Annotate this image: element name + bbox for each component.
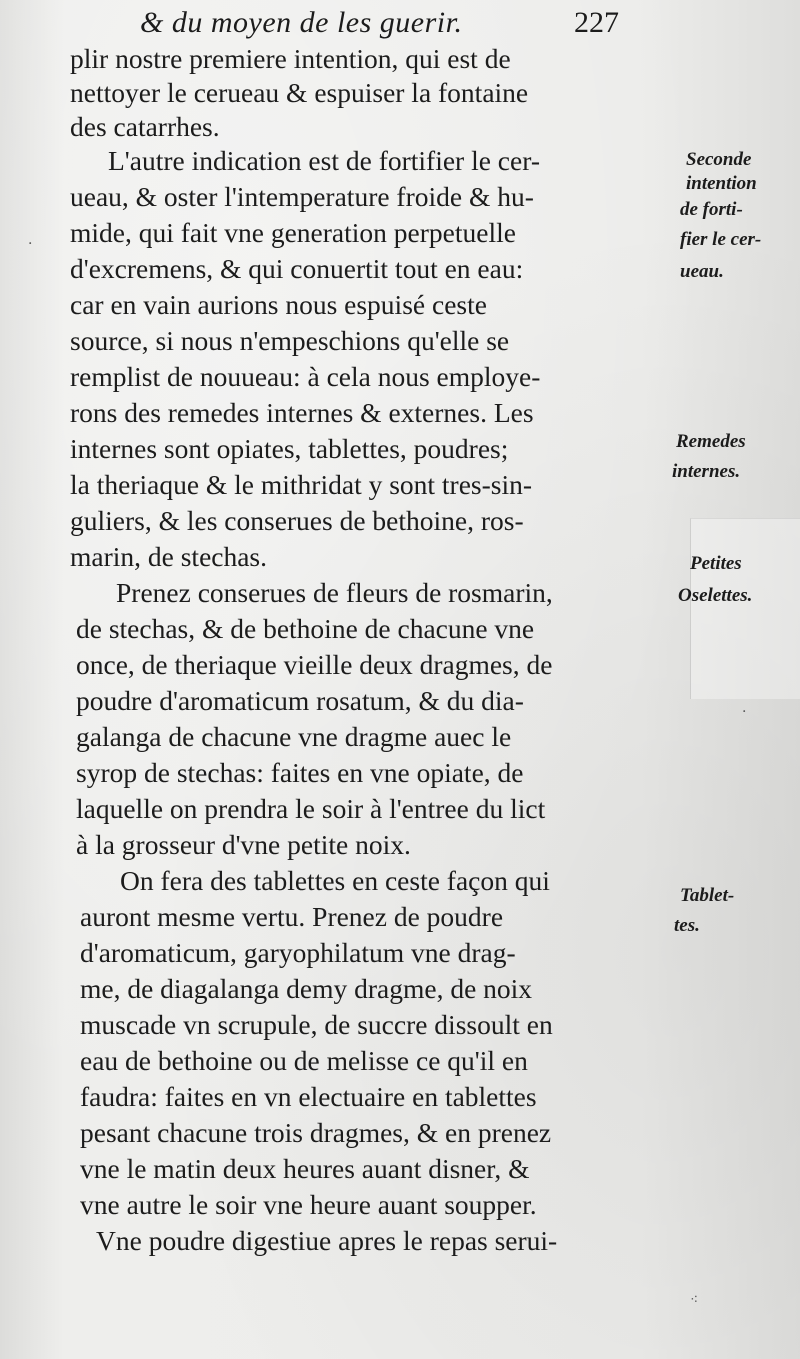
text-line: remplist de nouueau: à cela nous employe- <box>70 361 541 392</box>
text-line: vne autre le soir vne heure auant soupper. <box>80 1189 537 1220</box>
margin-note: intention <box>686 173 757 194</box>
margin-note: ueau. <box>680 261 724 282</box>
text-line: laquelle on prendra le soir à l'entree du lict <box>76 793 546 824</box>
text-line: des catarrhes. <box>70 111 220 142</box>
text-line: galanga de chacune vne dragme auec le <box>76 721 512 752</box>
ink-speck: · <box>742 704 747 720</box>
ink-speck: ⁖ <box>690 1292 699 1308</box>
text-line: internes sont opiates, tablettes, poudres; <box>70 433 509 464</box>
text-line: de stechas, & de bethoine de chacune vne <box>76 613 535 644</box>
text-line: faudra: faites en vn electuaire en tablettes <box>80 1081 537 1112</box>
text-line: muscade vn scrupule, de succre dissoult en <box>80 1009 553 1040</box>
text-line: mide, qui fait vne generation perpetuelle <box>70 217 516 248</box>
margin-note: Oselettes. <box>678 585 753 606</box>
text-line: Prenez conserues de fleurs de rosmarin, <box>116 577 553 608</box>
running-title: & du moyen de les guerir. <box>140 6 463 39</box>
text-line: marin, de stechas. <box>70 541 268 572</box>
text-line: la theriaque & le mithridat y sont tres-sin- <box>70 469 533 500</box>
text-line: L'autre indication est de fortifier le cer- <box>108 145 540 176</box>
text-line: ueau, & oster l'intemperature froide & hu- <box>70 181 534 212</box>
margin-note: Seconde <box>686 149 752 170</box>
text-line: car en vain aurions nous espuisé ceste <box>70 289 487 320</box>
text-line: auront mesme vertu. Prenez de poudre <box>80 901 504 932</box>
text-line: guliers, & les conserues de bethoine, ros- <box>70 505 524 536</box>
text-line: nettoyer le cerueau & espuiser la fontaine <box>70 77 529 108</box>
margin-note: de forti- <box>680 199 743 220</box>
text-line: Vne poudre digestiue apres le repas serui- <box>96 1225 558 1256</box>
text-line: On fera des tablettes en ceste façon qui <box>120 865 550 896</box>
margin-note: Remedes <box>676 431 746 452</box>
margin-note: tes. <box>674 915 700 936</box>
text-line: d'aromaticum, garyophilatum vne drag- <box>80 937 516 968</box>
margin-note: internes. <box>672 461 741 482</box>
margin-note: Tablet- <box>680 885 735 906</box>
text-line: plir nostre premiere intention, qui est de <box>70 43 511 74</box>
text-line: vne le matin deux heures auant disner, & <box>80 1153 530 1184</box>
text-line: me, de diagalanga demy dragme, de noix <box>80 973 533 1004</box>
text-line: à la grosseur d'vne petite noix. <box>76 829 411 860</box>
text-line: poudre d'aromaticum rosatum, & du dia- <box>76 685 524 716</box>
text-line: eau de bethoine ou de melisse ce qu'il en <box>80 1045 528 1076</box>
text-line: pesant chacune trois dragmes, & en prenez <box>80 1117 552 1148</box>
text-line: syrop de stechas: faites en vne opiate, de <box>76 757 524 788</box>
page-number: 227 <box>574 6 619 39</box>
text-line: source, si nous n'empeschions qu'elle se <box>70 325 510 356</box>
text-line: d'excremens, & qui conuertit tout en eau: <box>70 253 524 284</box>
margin-note: Petites <box>690 553 742 574</box>
text-line: rons des remedes internes & externes. Les <box>70 397 534 428</box>
ink-speck: · <box>28 236 33 252</box>
margin-note: fier le cer- <box>680 229 762 250</box>
text-line: once, de theriaque vieille deux dragmes, de <box>76 649 553 680</box>
